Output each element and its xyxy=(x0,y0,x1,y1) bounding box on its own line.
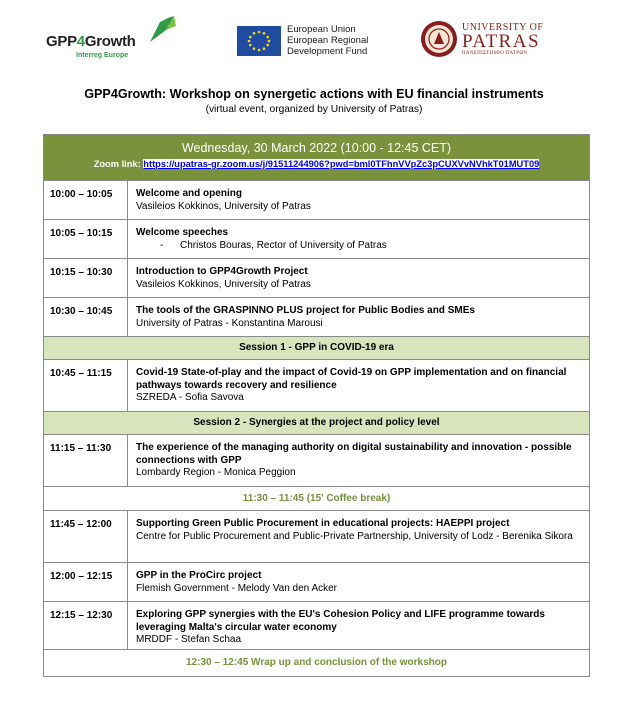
agenda-table xyxy=(43,134,590,677)
agenda-header xyxy=(44,135,589,180)
row-speaker: MRDDF - Stefan Schaa xyxy=(136,634,242,645)
agenda-row xyxy=(44,510,589,562)
eu-line-3: Development Fund xyxy=(287,46,368,57)
wrap-up: 12:30 – 12:45 Wrap up and conclusion of the workshop xyxy=(44,649,589,676)
gpp4growth-leaf-icon xyxy=(146,16,178,44)
zoom-label: Zoom link: xyxy=(93,159,141,169)
row-speaker: Centre for Public Procurement and Public-Private Partnership, University of Lodz - Berenika Sikora xyxy=(136,530,573,542)
row-time: 12:15 – 12:30 xyxy=(44,602,128,649)
row-title: Exploring GPP synergies with the EU's Cohesion Policy and LIFE programme towards leveraging Malta's circular water economy xyxy=(136,609,545,633)
row-speaker: University of Patras - Konstantina Marousi xyxy=(136,317,323,329)
logo-gpp-number: 4 xyxy=(76,33,85,50)
coffee-break: 11:30 – 11:45 (15' Coffee break) xyxy=(44,486,589,510)
row-title: Introduction to GPP4Growth Project xyxy=(136,266,308,277)
row-speaker: SZREDA - Sofia Savova xyxy=(136,392,244,403)
row-time: 10:00 – 10:05 xyxy=(44,181,128,219)
patras-line-2: PATRAS xyxy=(462,31,541,52)
session-2-header: Session 2 - Synergies at the project and policy level xyxy=(44,411,589,434)
agenda-row xyxy=(44,180,589,219)
eu-line-2: European Regional xyxy=(287,35,369,46)
agenda-row xyxy=(44,297,589,336)
logo-gpp-text: GPP xyxy=(46,33,77,50)
agenda-row xyxy=(44,562,589,601)
patras-seal-icon xyxy=(420,20,458,58)
eu-flag-icon xyxy=(237,26,281,56)
agenda-row xyxy=(44,258,589,297)
row-time: 10:45 – 11:15 xyxy=(44,360,128,411)
logo-interreg-text: Interreg Europe xyxy=(76,52,129,59)
page-subtitle: (virtual event, organized by University of Patras) xyxy=(205,104,423,115)
row-title: Welcome speeches xyxy=(136,227,229,238)
zoom-link[interactable]: https://upatras-gr.zoom.us/j/91511244906?pwd=bmI0TFhnVVpZc3pCUXVvNVhkT01MUT09 xyxy=(143,159,540,169)
row-time: 10:30 – 10:45 xyxy=(44,298,128,336)
row-speaker: Christos Bouras, Rector of University of Patras xyxy=(180,239,387,251)
row-time: 11:15 – 11:30 xyxy=(44,435,128,486)
row-time: 10:15 – 10:30 xyxy=(44,259,128,297)
row-title: Covid-19 State-of-play and the impact of Covid-19 on GPP implementation and on financial pathways towards recovery and resilience xyxy=(136,367,567,391)
row-speaker: Flemish Government - Melody Van den Acker xyxy=(136,582,338,594)
row-speaker: Vasileios Kokkinos, University of Patras xyxy=(136,200,311,212)
logo-bar xyxy=(0,0,628,80)
row-time: 11:45 – 12:00 xyxy=(44,511,128,562)
row-speaker: Vasileios Kokkinos, University of Patras xyxy=(136,278,311,290)
row-title: The experience of the managing authority on digital sustainability and innovation - possible connections with GPP xyxy=(136,442,572,466)
eu-line-1: European Union xyxy=(287,24,356,35)
agenda-row xyxy=(44,434,589,486)
gpp4growth-logo xyxy=(46,16,176,64)
zoom-line xyxy=(44,159,589,169)
session-1-header: Session 1 - GPP in COVID-19 era xyxy=(44,336,589,359)
patras-line-1: UNIVERSITY OF xyxy=(462,22,544,33)
agenda-row xyxy=(44,359,589,411)
speaker-bullet: - xyxy=(160,239,164,251)
event-date: Wednesday, 30 March 2022 (10:00 - 12:45 CET) xyxy=(181,141,452,155)
row-speaker: Lombardy Region - Monica Peggion xyxy=(136,467,296,478)
patras-line-3: ΠΑΝΕΠΙΣΤΗΜΙΟ ΠΑΤΡΩΝ xyxy=(462,51,528,56)
row-title: Welcome and opening xyxy=(136,188,242,199)
row-title: GPP in the ProCirc project xyxy=(136,570,262,581)
row-title: The tools of the GRASPINNO PLUS project for Public Bodies and SMEs xyxy=(136,305,475,316)
eu-logo xyxy=(237,24,367,60)
agenda-row xyxy=(44,601,589,649)
page-title: GPP4Growth: Workshop on synergetic actions with EU financial instruments xyxy=(84,87,544,101)
row-time: 12:00 – 12:15 xyxy=(44,563,128,601)
university-of-patras-logo xyxy=(420,18,550,66)
row-title: Supporting Green Public Procurement in educational projects: HAEPPI project xyxy=(136,518,510,529)
row-time: 10:05 – 10:15 xyxy=(44,220,128,258)
logo-growth-text: Growth xyxy=(84,33,136,50)
agenda-row xyxy=(44,219,589,258)
